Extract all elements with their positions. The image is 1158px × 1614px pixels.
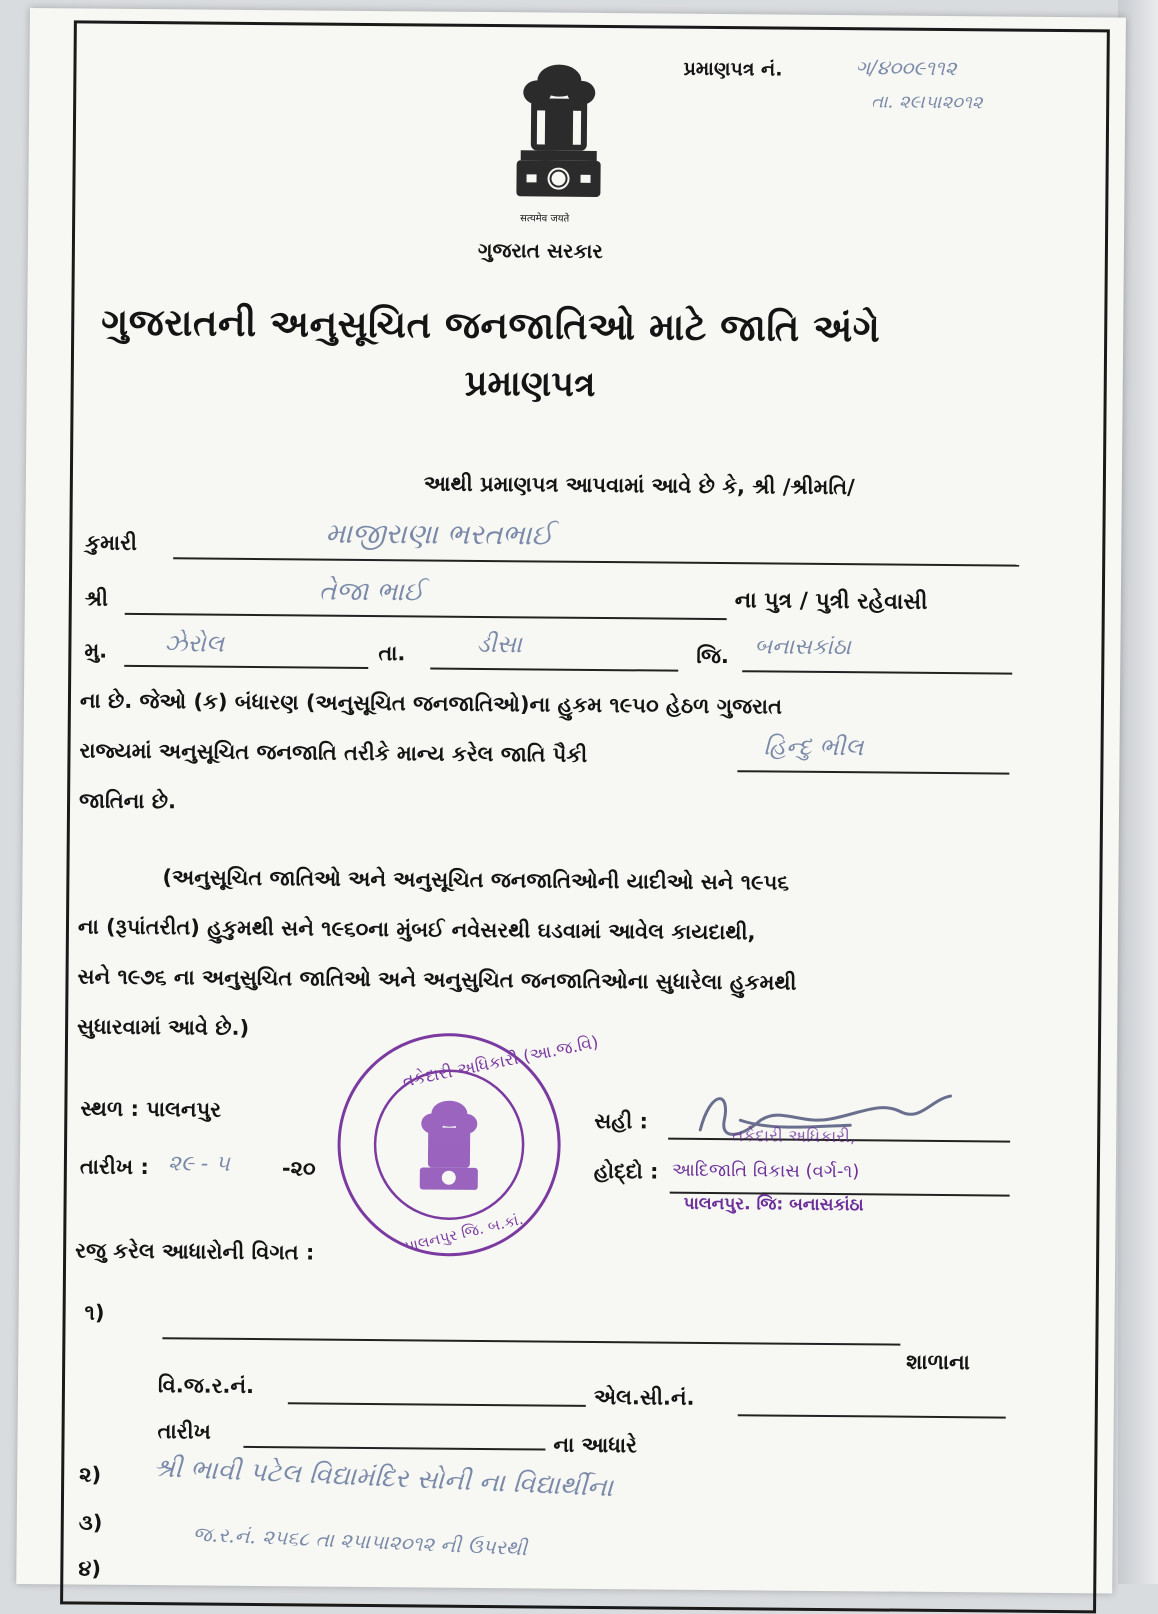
shri-label: શ્રી xyxy=(84,586,109,611)
government-name: ગુજરાત સરકાર xyxy=(477,237,603,264)
certificate-no-label: પ્રમાણપત્ર નં. xyxy=(683,57,783,81)
note-line-2: ના (રૂપાંતરીત) હુકુમથી સને ૧૯૬૦ના મુંબઈ નવેસરથી ઘડવામાં આવેલ કાયદાથી, xyxy=(77,914,756,945)
lc-label: એલ.સી.નં. xyxy=(593,1384,695,1410)
note-line-3: સને ૧૯૭૬ ના અનુસુચિત જાતિઓ અને અનુસુચિત જનજાતિઓના સુધારેલા હુકમથી xyxy=(77,964,797,995)
certificate-page xyxy=(16,8,1126,1594)
document-item-3-no: ૩) xyxy=(78,1510,103,1535)
para-line-2: રાજ્યમાં અનુસૂચિત જનજાતિ તરીકે માન્ય કરેલ જાતિ પૈકી xyxy=(79,738,588,767)
designation-label: હોદ્દો : xyxy=(593,1158,659,1184)
certificate-title-2: પ્રમાણપત્ર xyxy=(464,363,596,405)
sign-stamp-line-3: પાલનપુર. જિ: બનાસકાંઠા xyxy=(683,1193,864,1216)
ta-label: તા. xyxy=(378,641,406,666)
date-year: -૨૦ xyxy=(281,1156,316,1181)
mu-label: મુ. xyxy=(84,638,108,663)
intro-text: આથી પ્રમાણપત્ર આપવામાં આવે છે કે, શ્રી /શ્રીમતિ/ xyxy=(423,471,855,500)
certificate-title: ગુજરાતની અનુસૂચિત જનજાતિઓ માટે જાતિ અંગે xyxy=(101,300,881,351)
round-stamp-top-text: તકેદારી અધિકારી (આ.જ.વિ) xyxy=(400,1032,601,1092)
village-value: ઝેરોલ xyxy=(164,629,225,658)
document-item-1-no: ૧) xyxy=(84,1300,105,1325)
para-line-1: ના છે. જેઓ (ક) બંધારણ (અનુસૂચિત જનજાતિઓ)ના હુકમ ૧૯૫૦ હેઠળ ગુજરાત xyxy=(79,688,783,719)
sign-stamp-line-1: તકેદારી અધિકારી, xyxy=(732,1126,856,1148)
note-line-1: (અનુસૂચિત જાતિઓ અને અનુસૂચિત જનજાતિઓની યાદીઓ સને ૧૯૫૬ xyxy=(162,865,790,895)
applicant-name: માજીરાણા ભરતભાઈ xyxy=(325,516,554,552)
document-item-4-no: ૪) xyxy=(78,1556,102,1581)
son-daughter-text: ના પુત્ર / પુત્રી રહેવાસી xyxy=(734,588,928,615)
certificate-no-value: ગ/૪૦૦૯૧૧૨ xyxy=(855,55,957,81)
kumari-label: કુમારી xyxy=(85,530,138,555)
date-label: તારીખ : xyxy=(79,1154,149,1180)
para-line-3: જાતિના છે. xyxy=(78,788,177,814)
school-suffix: શાળાના xyxy=(906,1349,970,1375)
note-line-4: સુધારવામાં આવે છે.) xyxy=(77,1014,250,1040)
caste-value: હિન્દુ ભીલ xyxy=(763,732,864,762)
basis-suffix: ના આધારે xyxy=(553,1432,638,1458)
signature-scribble-icon xyxy=(680,1080,971,1163)
handwritten-document-line-1: શ્રી ભાવી પટેલ વિદ્યામંદિર સોની ના વિદ્યાર્થીના xyxy=(152,1453,614,1504)
sign-stamp-line-2: આદિજાતિ વિકાસ (વર્ગ-૧) xyxy=(671,1159,860,1183)
national-emblem-icon xyxy=(506,58,611,209)
certificate-date: તા. ૨૯।૫।૨૦૧૨ xyxy=(871,91,983,114)
father-name: તેજા ભાઈ xyxy=(318,576,424,608)
district-value: બનાસકાંઠા xyxy=(754,634,851,661)
ji-label: જિ. xyxy=(696,643,730,669)
handwritten-document-line-2: જ.ર.નં. ૨૫૬૮ તા ૨૫।૫।૨૦૧૨ ની ઉપરથી xyxy=(192,1521,528,1561)
vjr-label: વિ.જ.ર.નં. xyxy=(157,1373,255,1399)
doc-date-label: તારીખ xyxy=(157,1419,211,1444)
round-stamp-bottom-text: પાલનપુર જિ. બ.કાં. xyxy=(402,1209,525,1256)
date-value: ૨૯ - ૫ xyxy=(167,1151,230,1177)
place-label: સ્થળ : પાલનપુર xyxy=(80,1096,222,1122)
signature-label: સહી : xyxy=(594,1108,649,1134)
emblem-motto: सत्यमेव जयते xyxy=(520,213,570,225)
taluka-value: ડીસા xyxy=(476,629,522,659)
document-item-2-no: ૨) xyxy=(79,1462,102,1487)
documents-heading: રજુ કરેલ આધારોની વિગત : xyxy=(75,1238,315,1265)
